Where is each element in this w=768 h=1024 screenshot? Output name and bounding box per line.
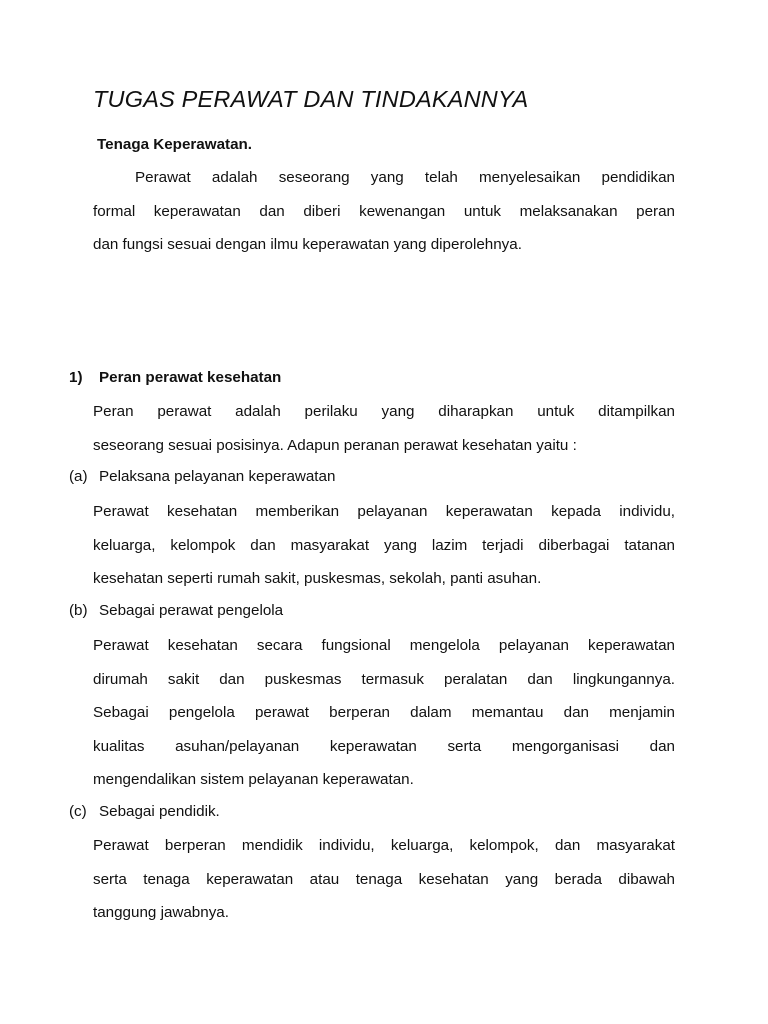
paragraph-line: dirumah sakit dan puskesmas termasuk peralatan dan lingkungannya. [93, 670, 675, 688]
section-title: Peran perawat kesehatan [99, 369, 282, 386]
paragraph-line: dan fungsi sesuai dengan ilmu keperawatan yang diperolehnya. [93, 236, 522, 253]
list-item-paragraph [93, 495, 675, 596]
list-item-title: Sebagai pendidik. [99, 803, 220, 820]
section-heading [69, 369, 281, 386]
list-item-label [69, 468, 335, 485]
list-item-marker: (b) [69, 602, 88, 619]
paragraph-line: kesehatan seperti rumah sakit, puskesmas, sekolah, panti asuhan. [93, 570, 542, 587]
paragraph-line: keluarga, kelompok dan masyarakat yang lazim terjadi diberbagai tatanan [93, 536, 675, 554]
list-item-marker: (a) [69, 468, 88, 485]
list-item-paragraph [93, 629, 675, 797]
paragraph-line: Perawat kesehatan memberikan pelayanan keperawatan kepada individu, [93, 503, 675, 520]
paragraph-line: Perawat adalah seseorang yang telah menyelesaikan pendidikan [135, 169, 675, 186]
paragraph-line: seseorang sesuai posisinya. Adapun peranan perawat kesehatan yaitu : [93, 436, 577, 454]
paragraph-line: serta tenaga keperawatan atau tenaga kesehatan yang berada dibawah [93, 870, 675, 888]
subheading: Tenaga Keperawatan. [97, 136, 253, 153]
paragraph-line: Sebagai pengelola perawat berperan dalam memantau dan menjamin [93, 704, 675, 721]
list-item-label [69, 803, 220, 820]
intro-paragraph [93, 161, 675, 262]
document-title: TUGAS PERAWAT DAN TINDAKANNYA [93, 86, 529, 112]
list-item-title: Sebagai perawat pengelola [99, 602, 284, 619]
list-item-marker: (c) [69, 803, 87, 820]
paragraph-line: formal keperawatan dan diberi kewenangan untuk melaksanakan peran [93, 202, 675, 220]
section-number: 1) [69, 369, 83, 386]
paragraph-line: tanggung jawabnya. [93, 904, 229, 921]
paragraph-line: Perawat berperan mendidik individu, keluarga, kelompok, dan masyarakat [93, 837, 675, 854]
paragraph-line: kualitas asuhan/pelayanan keperawatan serta mengorganisasi dan [93, 737, 675, 755]
paragraph-line: mengendalikan sistem pelayanan keperawatan. [93, 771, 414, 788]
paragraph-line: Perawat kesehatan secara fungsional mengelola pelayanan keperawatan [93, 637, 675, 654]
list-item-paragraph [93, 829, 675, 930]
list-item-label [69, 602, 283, 619]
section-paragraph [93, 395, 675, 462]
list-item-title: Pelaksana pelayanan keperawatan [99, 468, 336, 485]
paragraph-line: Peran perawat adalah perilaku yang diharapkan untuk ditampilkan [93, 403, 675, 420]
